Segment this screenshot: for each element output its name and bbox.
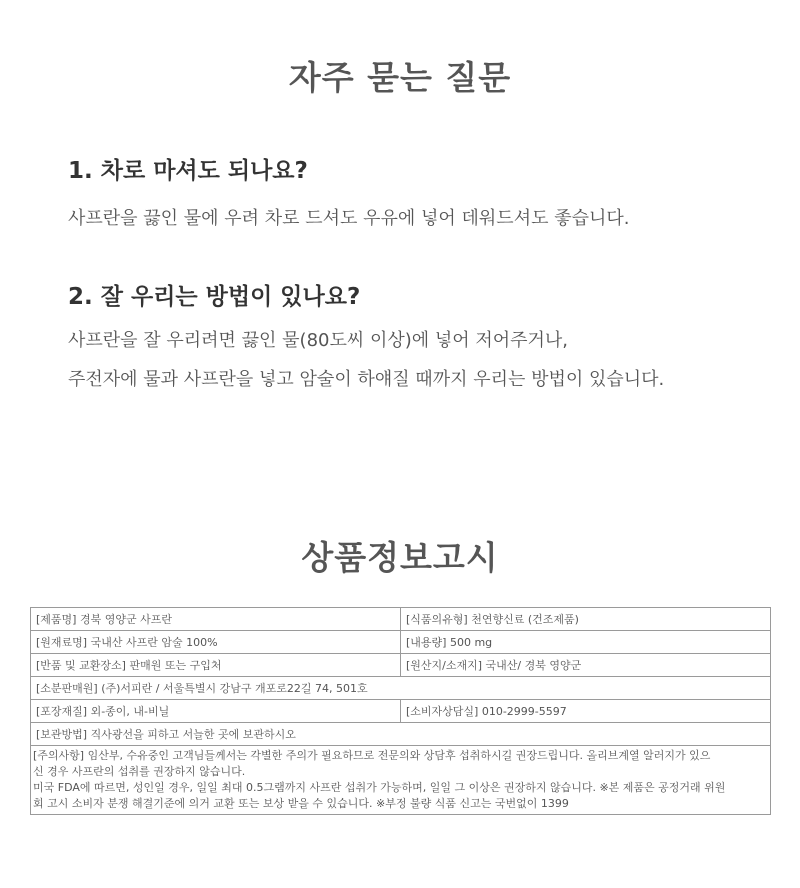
faq-title: 자주 묻는 질문: [288, 58, 512, 97]
faq-question-1: 1. 차로 마셔도 되나요?: [68, 158, 308, 184]
table-row: [31, 608, 771, 631]
notice-line-1: [주의사항] 임산부, 수유중인 고객님들께서는 각별한 주의가 필요하므로 전문의와 상담후 섭취하시길 권장드립니다. 올리브계열 알러지가 있으: [33, 749, 711, 762]
table-row: [31, 700, 771, 723]
table-row: [31, 677, 771, 700]
table-cell-product-name: [제품명] 경북 영양군 사프란: [31, 608, 401, 631]
table-row: [31, 654, 771, 677]
table-cell-packaging: [포장재질] 외-종이, 내-비닐: [31, 700, 401, 723]
notice-line-3: 미국 FDA에 따르면, 성인일 경우, 일일 최대 0.5그램까지 사프란 섭취가 가능하며, 일일 그 이상은 권장하지 않습니다. ※본 제품은 공정거래 위원: [33, 781, 726, 794]
table-cell-storage: [보관방법] 직사광선을 피하고 서늘한 곳에 보관하시오: [31, 723, 771, 746]
notice-line-4: 회 고시 소비자 분쟁 해결기준에 의거 교환 또는 보상 받을 수 있습니다. ※부정 불량 식품 신고는 국번없이 1399: [33, 797, 569, 810]
table-row: [31, 723, 771, 746]
faq-answer-2-line-1: 사프란을 잘 우리려면 끓인 물(80도씨 이상)에 넣어 저어주거나,: [68, 330, 569, 351]
table-cell-food-type: [식품의유형] 천연향신료 (건조제품): [401, 608, 771, 631]
table-row: [31, 631, 771, 654]
table-cell-return-place: [반품 및 교환장소] 판매원 또는 구입처: [31, 654, 401, 677]
notice-line-2: 신 경우 사프란의 섭취를 권장하지 않습니다.: [33, 765, 246, 778]
table-cell-net-content: [내용량] 500 mg: [401, 631, 771, 654]
table-cell-customer-service: [소비자상담실] 010-2999-5597: [401, 700, 771, 723]
table-cell-ingredients: [원재료명] 국내산 사프란 암술 100%: [31, 631, 401, 654]
table-cell-origin: [원산지/소재지] 국내산/ 경북 영양군: [401, 654, 771, 677]
table-cell-notice: [31, 746, 771, 815]
table-row: [31, 746, 771, 815]
faq-question-2: 2. 잘 우리는 방법이 있나요?: [68, 284, 361, 310]
product-info-title: 상품정보고시: [301, 538, 499, 577]
faq-answer-2-line-2: 주전자에 물과 사프란을 넣고 암술이 하얘질 때까지 우리는 방법이 있습니다.: [68, 369, 665, 390]
product-info-table: [30, 607, 771, 815]
faq-answer-1: 사프란을 끓인 물에 우려 차로 드셔도 우유에 넣어 데워드셔도 좋습니다.: [68, 208, 630, 229]
table-cell-distributor: [소분판매원] (주)서피란 / 서울특별시 강남구 개포로22길 74, 501호: [31, 677, 771, 700]
